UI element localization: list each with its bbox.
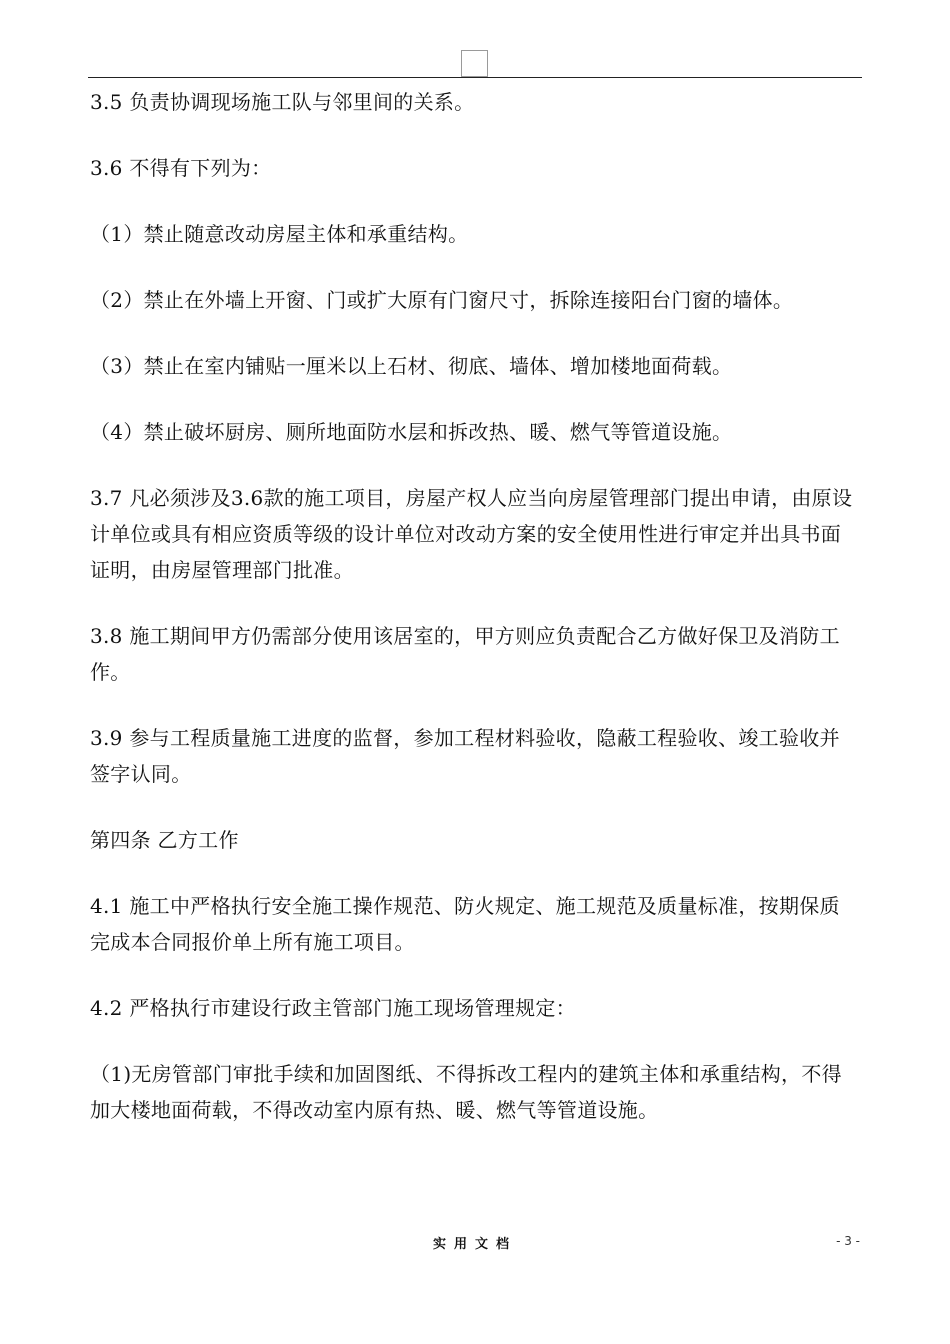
paragraph-3-6-item-3: （3）禁止在室内铺贴一厘米以上石材、彻底、墙体、增加楼地面荷载。 <box>90 354 733 378</box>
paragraph-4-1: 4.1 施工中严格执行安全施工操作规范、防火规定、施工规范及质量标准，按期保质完成本合同报价单上所有施工项目。 <box>90 894 840 954</box>
footer-label: 实用文档 <box>432 1237 517 1252</box>
paragraph-3-7: 3.7 凡必须涉及3.6款的施工项目，房屋产权人应当向房屋管理部门提出申请，由原设计单位或具有相应资质等级的设计单位对改动方案的安全使用性进行审定并出具书面证明，由房屋管理部门批准。 <box>90 486 853 582</box>
page-number: - 3 - <box>836 1234 860 1248</box>
document-body <box>90 84 860 1158</box>
paragraph-3-8: 3.8 施工期间甲方仍需部分使用该居室的，甲方则应负责配合乙方做好保卫及消防工作。 <box>90 624 840 684</box>
section-heading-article-4: 第四条 乙方工作 <box>90 828 239 852</box>
paragraph-3-5: 3.5 负责协调现场施工队与邻里间的关系。 <box>90 90 475 114</box>
paragraph-3-9: 3.9 参与工程质量施工进度的监督，参加工程材料验收，隐蔽工程验收、竣工验收并签字认同。 <box>90 726 840 786</box>
paragraph-4-2-item-1: （1)无房管部门审批手续和加固图纸、不得拆改工程内的建筑主体和承重结构，不得加大楼地面荷载，不得改动室内原有热、暖、燃气等管道设施。 <box>90 1062 842 1122</box>
header-rule <box>88 77 862 78</box>
paragraph-3-6-item-2: （2）禁止在外墙上开窗、门或扩大原有门窗尺寸，拆除连接阳台门窗的墙体。 <box>90 288 794 312</box>
paragraph-3-6-item-1: （1）禁止随意改动房屋主体和承重结构。 <box>90 222 469 246</box>
paragraph-3-6: 3.6 不得有下列为： <box>90 156 272 180</box>
paragraph-3-6-item-4: （4）禁止破坏厨房、厕所地面防水层和拆改热、暖、燃气等管道设施。 <box>90 420 733 444</box>
header-box <box>461 50 488 77</box>
paragraph-4-2: 4.2 严格执行市建设行政主管部门施工现场管理规定： <box>90 996 576 1020</box>
